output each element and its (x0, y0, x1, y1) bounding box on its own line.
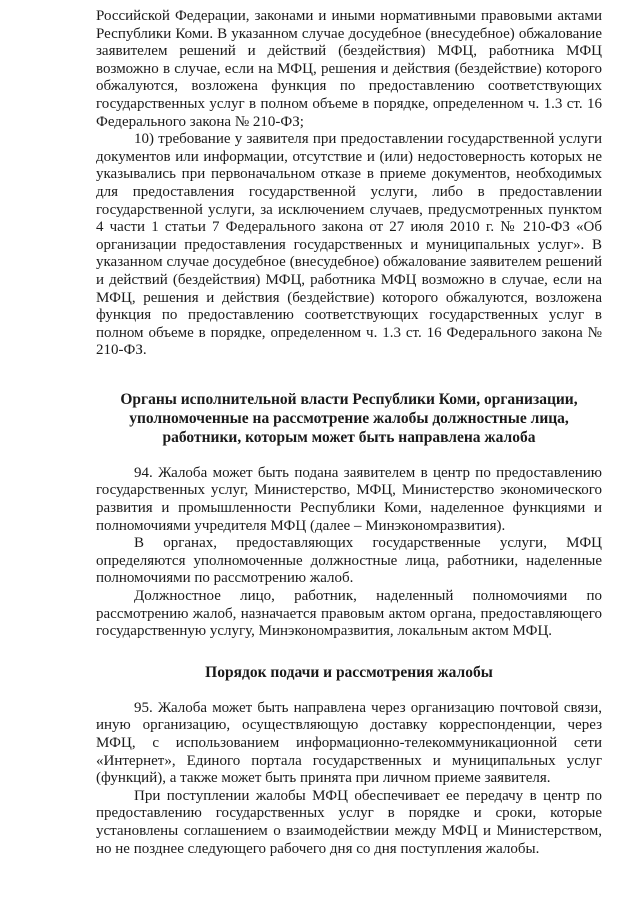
paragraph-complaint-receipt: При поступлении жалобы МФЦ обеспечивает ее передачу в центр по предоставлению государственных услуг в порядке и сроки, которые установлены соглашением о взаимодействии между МФЦ и Министерством, но не позднее следующего рабочего дня со дня поступления жалобы. (96, 787, 602, 857)
intro-paragraph: Российской Федерации, законами и иными нормативными правовыми актами Республики Коми. В указанном случае досудебное (внесудебное) обжалование заявителем решений и действий (бездействия) МФЦ, работника МФЦ возможно в случае, если на МФЦ, решения и действия (бездействие) которого обжалуются, возложена функция по предоставлению соответствующих государственных услуг в полном объеме в порядке, определенном ч. 1.3 ст. 16 Федерального закона № 210-ФЗ; (96, 8, 602, 130)
paragraph-official-appointment: Должностное лицо, работник, наделенный полномочиями по рассмотрению жалоб, назначается правовым актом органа, предоставляющего государственную услугу, Минэкономразвития, локальным актом МФЦ. (96, 588, 602, 640)
paragraph-authorized-officials: В органах, предоставляющих государственные услуги, МФЦ определяются уполномоченные должностные лица, работники, наделенные полномочиями по рассмотрению жалоб. (96, 535, 602, 587)
paragraph-94: 94. Жалоба может быть подана заявителем в центр по предоставлению государственных услуг, Министерство, МФЦ, Министерство экономического развития и промышленности Республики Коми, наделенное функциями и полномочиями учредителя МФЦ (далее – Минэкономразвития). (96, 464, 602, 534)
section-heading-complaint-bodies: Органы исполнительной власти Республики Коми, организации, уполномоченные на рассмотрение жалобы должностные лица, работники, которым может быть направлена жалоба (120, 390, 578, 446)
paragraph-95: 95. Жалоба может быть направлена через организацию почтовой связи, иную организацию, осуществляющую доставку корреспонденции, через МФЦ, с использованием информационно-телекоммуникационной сети «Интернет», Единого портала государственных и муниципальных услуг (функций), а также может быть принята при личном приеме заявителя. (96, 699, 602, 787)
document-page (96, 8, 602, 858)
item-10-paragraph: 10) требование у заявителя при предоставлении государственной услуги документов или информации, отсутствие и (или) недостоверность которых не указывались при первоначальном отказе в приеме документов, необходимых для предоставления государственной услуги, либо в предоставлении государственной услуги, за исключением случаев, предусмотренных пунктом 4 части 1 статьи 7 Федерального закона от 27 июля 2010 г. № 210-ФЗ «Об организации предоставления государственных и муниципальных услуг». В указанном случае досудебное (внесудебное) обжалование заявителем решений и действий (бездействия) МФЦ, работника МФЦ возможно в случае, если на МФЦ, решения и действия (бездействие) которого обжалуются, возложена функция по предоставлению соответствующих государственных услуг в полном объеме в порядке, определенном ч. 1.3 ст. 16 Федерального закона № 210-ФЗ. (96, 131, 602, 359)
section-heading-complaint-procedure: Порядок подачи и рассмотрения жалобы (205, 663, 493, 681)
